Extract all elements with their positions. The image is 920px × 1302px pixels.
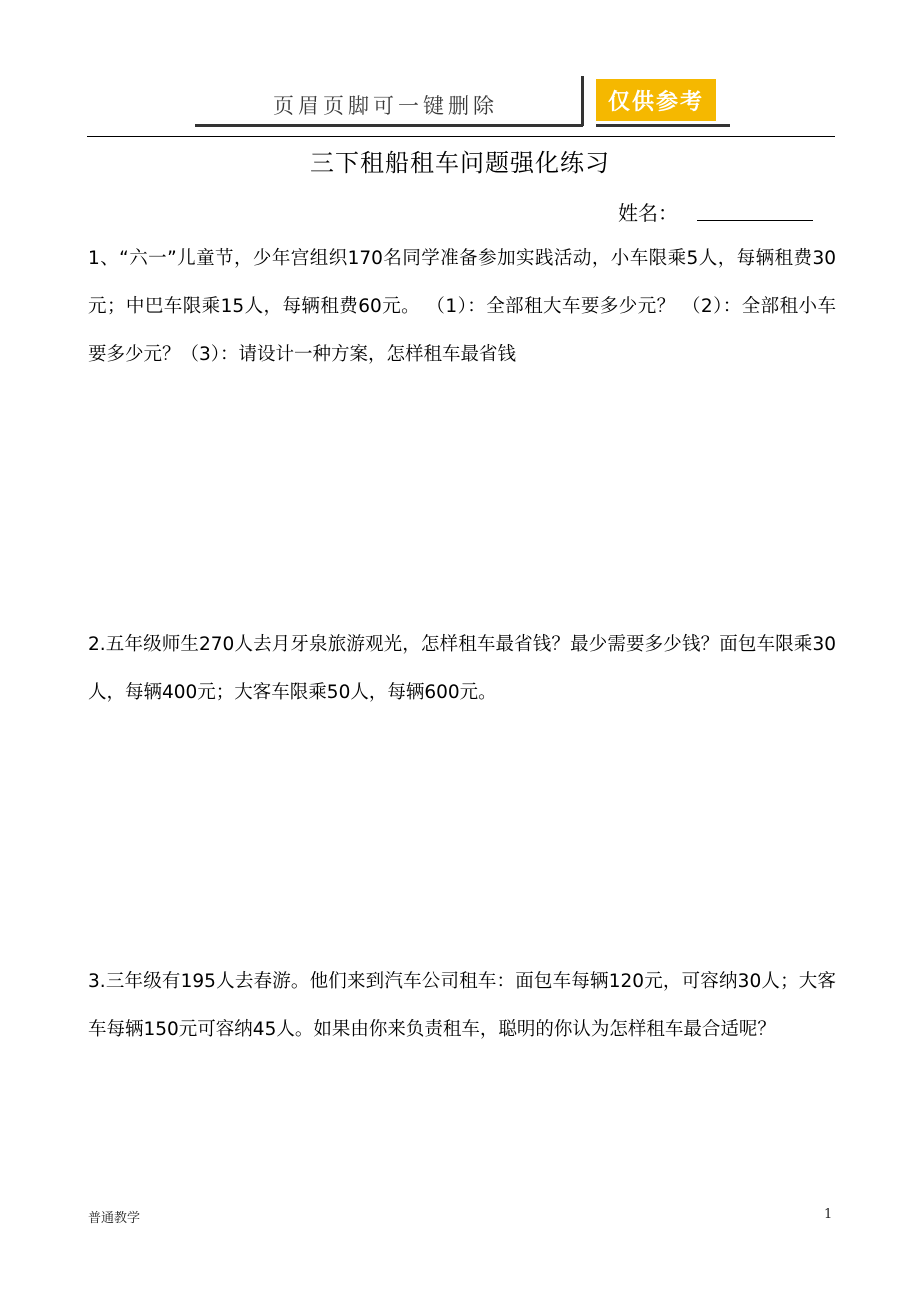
header-divider: [581, 76, 584, 126]
question-3: 3.三年级有195人去春游。他们来到汽车公司租车：面包车每辆120元，可容纳30人；大客车每辆150元可容纳45人。如果由你来负责租车，聪明的你认为怎样租车最合适呢？: [88, 971, 836, 1040]
header-tag-underline: [596, 124, 730, 127]
question-2: 2.五年级师生270人去月牙泉旅游观光，怎样租车最省钱？最少需要多少钱？面包车限乘30人，每辆400元；大客车限乘50人，每辆600元。: [88, 634, 836, 703]
header-watermark-text: 页眉页脚可一键删除: [273, 94, 498, 118]
header-rule: [87, 136, 835, 137]
question-1: 1、“六一”儿童节，少年宫组织170名同学准备参加实践活动，小车限乘5人，每辆租费30元；中巴车限乘15人，每辆租费60元。 （1）：全部租大车要多少元？ （2）：全部租小车要多少元？（3）：请设计一种方案，怎样租车最省钱: [88, 248, 836, 365]
header-banner: [195, 72, 730, 128]
reference-only-tag: 仅供参考: [596, 79, 716, 121]
page-title: 三下租船租车问题强化练习: [310, 149, 610, 177]
name-label: 姓名：: [618, 201, 678, 225]
footer-label: 普通教学: [88, 1211, 141, 1226]
name-blank-line: [697, 220, 813, 221]
header-underline: [195, 124, 583, 127]
page-number: 1: [824, 1207, 833, 1222]
